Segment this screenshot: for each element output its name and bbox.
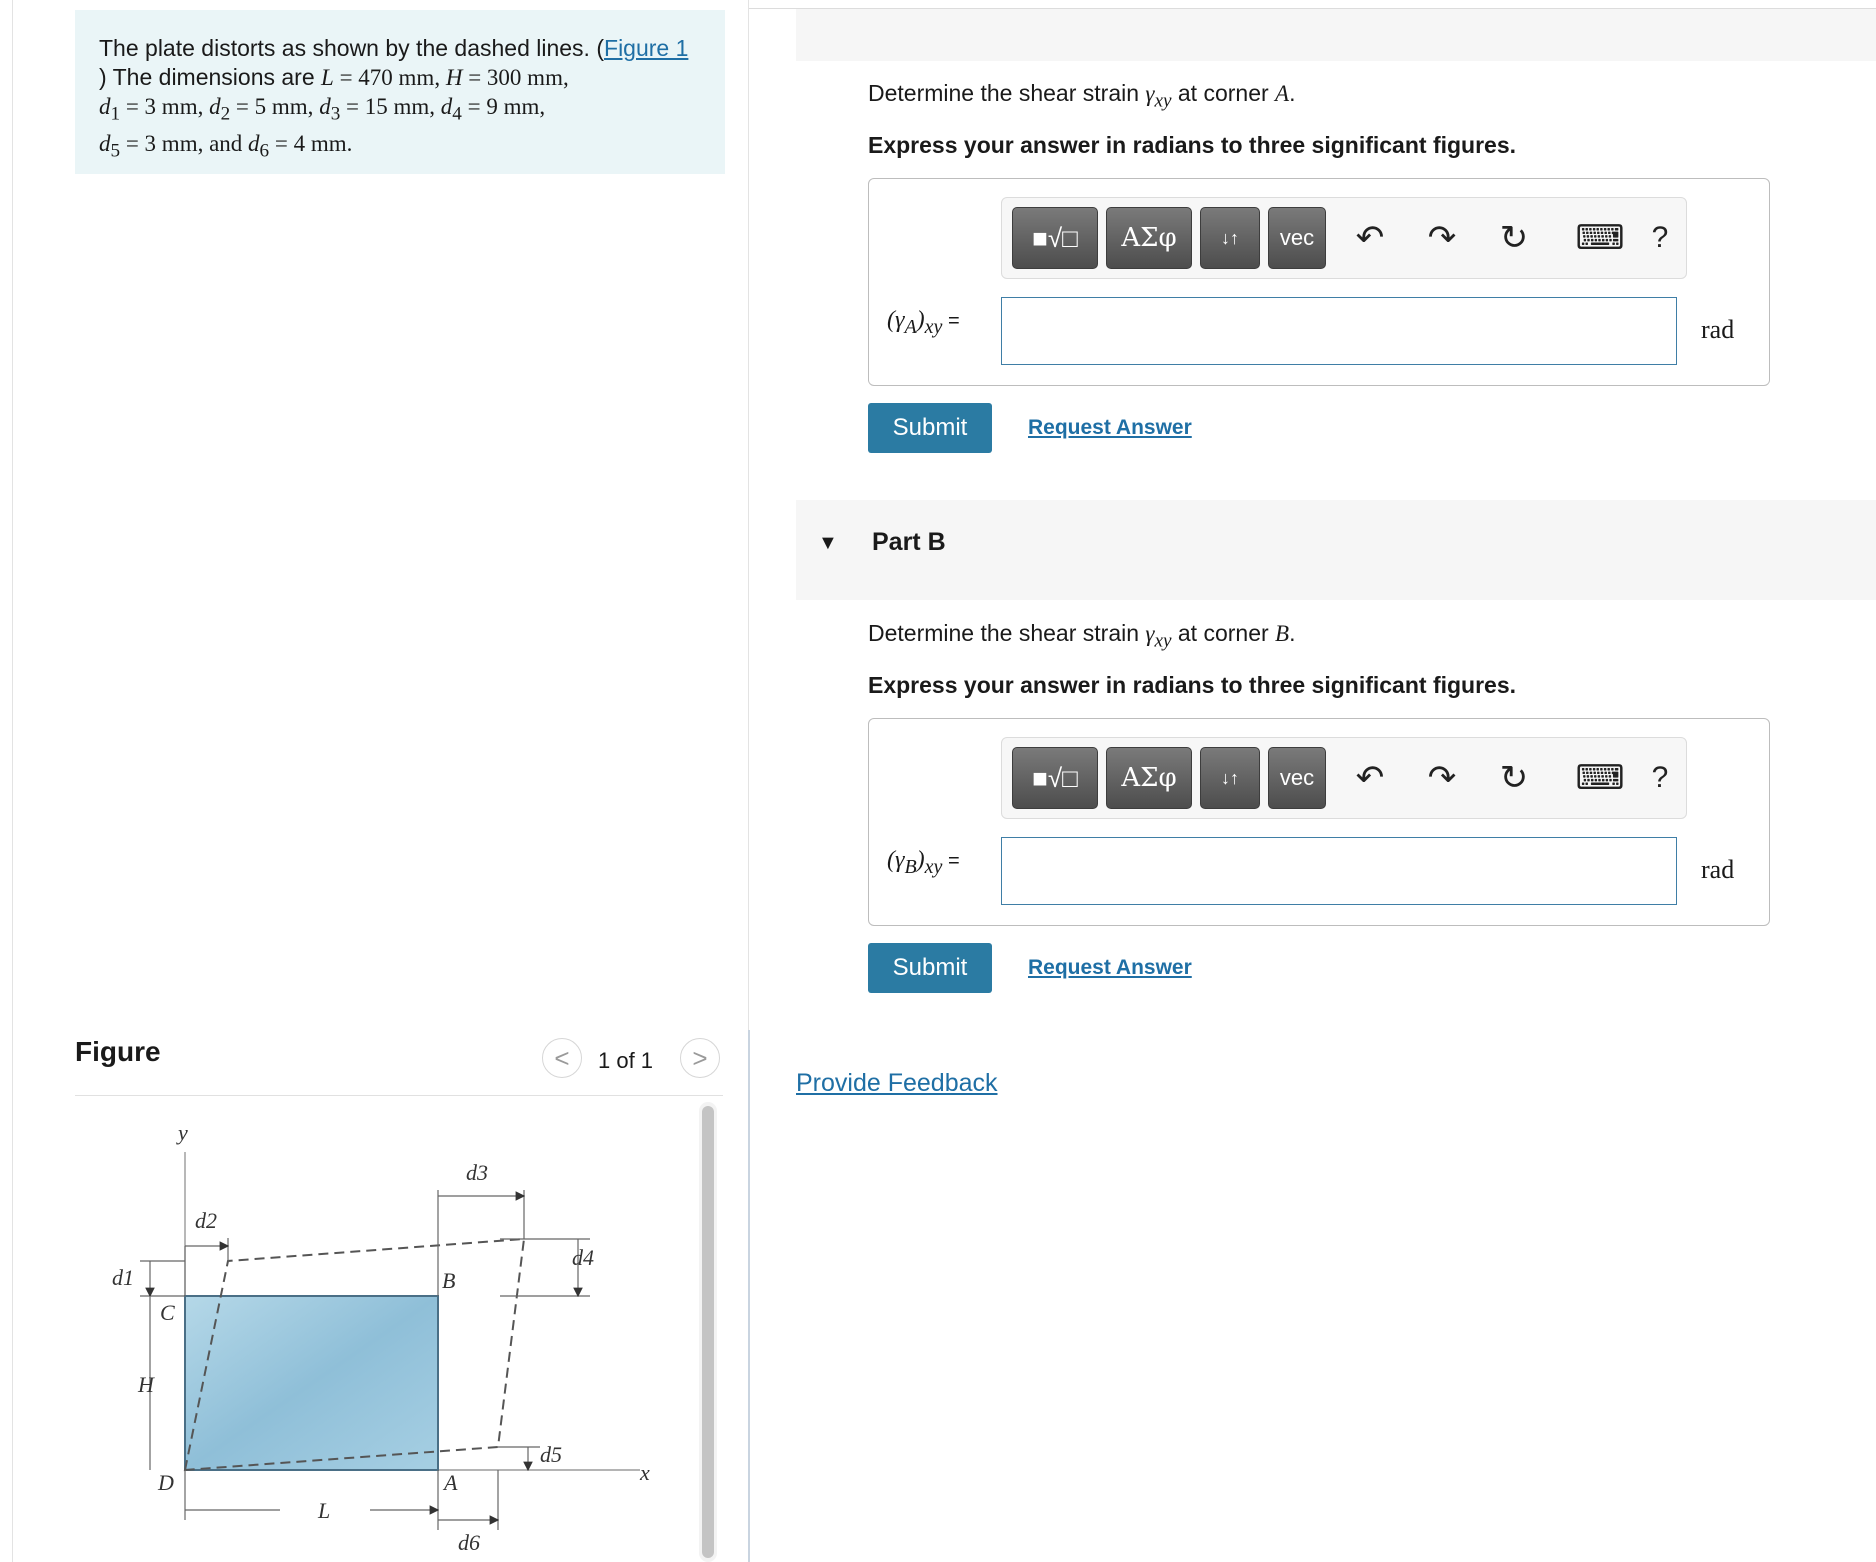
part-b-prompt: Determine the shear strain $\gamma_{xy}$ at corner B. [868, 620, 1296, 652]
chevron-right-icon: > [692, 1042, 708, 1073]
redo-icon: ↷ [1427, 219, 1457, 257]
part-a-answer-box [868, 178, 1770, 386]
label-B: B [442, 1268, 456, 1293]
greek-letters-button[interactable] [1106, 207, 1192, 269]
provide-feedback-link[interactable]: Provide Feedback [796, 1069, 998, 1097]
label-C: C [160, 1300, 175, 1325]
reset-icon: ↻ [1499, 759, 1529, 797]
part-b-submit-button[interactable]: Submit [868, 943, 992, 993]
greek-letters-icon: ΑΣφ [1121, 763, 1177, 793]
keyboard-button[interactable] [1572, 216, 1628, 260]
undo-icon: ↶ [1355, 759, 1385, 797]
redo-button[interactable] [1420, 756, 1464, 800]
label-y: y [178, 1120, 188, 1145]
templates-button[interactable] [1012, 207, 1098, 269]
label-d6: d6 [458, 1530, 480, 1555]
sort-arrows-icon: ↓↑ [1221, 767, 1239, 788]
part-b-math-toolbar [1001, 737, 1687, 819]
reset-button[interactable] [1492, 216, 1536, 260]
reset-button[interactable] [1492, 756, 1536, 800]
column-divider [748, 0, 749, 1030]
greek-letters-icon: ΑΣφ [1121, 223, 1177, 253]
part-a-variable-label: $(\gamma_A)_{xy}$ = [887, 307, 960, 338]
keyboard-icon: ⌨ [1575, 759, 1625, 797]
keyboard-icon: ⌨ [1575, 219, 1625, 257]
part-b-instruction: Express your answer in radians to three significant figures. [868, 672, 1517, 698]
figure-next-button[interactable] [680, 1038, 720, 1078]
part-b-answer-box [868, 718, 1770, 926]
help-icon: ? [1651, 221, 1669, 254]
plate-distortion-diagram [100, 1110, 680, 1560]
label-d4: d4 [572, 1245, 594, 1270]
help-icon: ? [1651, 761, 1669, 794]
problem-line-1: The plate distorts as shown by the dashed lines. (Figure 1 [99, 35, 689, 61]
reset-icon: ↻ [1499, 219, 1529, 257]
part-a-answer-input[interactable] [1001, 297, 1677, 365]
vector-icon: vec [1279, 225, 1315, 250]
arrows-button[interactable] [1200, 747, 1260, 809]
figure-link[interactable]: Figure 1 [604, 35, 689, 61]
keyboard-button[interactable] [1572, 756, 1628, 800]
column-divider-scroll [748, 1030, 750, 1562]
arrows-button[interactable] [1200, 207, 1260, 269]
part-b-answer-input[interactable] [1001, 837, 1677, 905]
part-a-math-toolbar [1001, 197, 1687, 279]
sort-arrows-icon: ↓↑ [1221, 227, 1239, 248]
label-A: A [444, 1470, 458, 1495]
label-H: H [138, 1372, 154, 1397]
part-a-request-answer-link[interactable]: Request Answer [1028, 416, 1192, 439]
part-a-prompt: Determine the shear strain $\gamma_{xy}$ at corner A. [868, 80, 1296, 112]
part-b-variable-label: $(\gamma_B)_{xy}$ = [887, 847, 960, 878]
plate [185, 1296, 438, 1470]
part-a-submit-button[interactable]: Submit [868, 403, 992, 453]
part-a-header [796, 9, 1876, 61]
part-b-unit: rad [1701, 855, 1735, 884]
templates-icon: ■√□ [1032, 762, 1078, 793]
chevron-left-icon: < [554, 1042, 570, 1073]
redo-button[interactable] [1420, 216, 1464, 260]
problem-line-4: $d_5 = 3$ mm, and $d_6 = 4$ mm. [99, 130, 353, 162]
vector-button[interactable] [1268, 747, 1326, 809]
label-d3: d3 [466, 1160, 488, 1185]
label-x: x [640, 1460, 650, 1485]
vector-button[interactable] [1268, 207, 1326, 269]
page-left-border [12, 0, 13, 1562]
problem-line-3: $d_1 = 3$ mm, $d_2 = 5$ mm, $d_3 = 15$ mm, $d_4 = 9$ mm, [99, 94, 546, 125]
figure-title: Figure [75, 1036, 161, 1067]
label-L: L [318, 1498, 331, 1523]
problem-statement [75, 10, 725, 174]
undo-icon: ↶ [1355, 219, 1385, 257]
part-b-title[interactable]: Part B [872, 528, 946, 556]
label-d1: d1 [112, 1265, 134, 1290]
undo-button[interactable] [1348, 216, 1392, 260]
greek-letters-button[interactable] [1106, 747, 1192, 809]
label-D: D [158, 1470, 174, 1495]
part-b-header[interactable] [796, 500, 1876, 600]
templates-button[interactable] [1012, 747, 1098, 809]
part-a-unit: rad [1701, 315, 1735, 344]
part-b-request-answer-link[interactable]: Request Answer [1028, 956, 1192, 979]
problem-line-2: ) The dimensions are L = 470 mm, H = 300 mm, [99, 64, 569, 90]
help-button[interactable] [1638, 756, 1682, 800]
templates-icon: ■√□ [1032, 222, 1078, 253]
figure-prev-button[interactable] [542, 1038, 582, 1078]
vector-icon: vec [1279, 765, 1315, 790]
label-d5: d5 [540, 1442, 562, 1467]
figure-scrollbar-thumb[interactable] [702, 1106, 714, 1558]
caret-down-icon[interactable]: ▼ [818, 532, 838, 554]
figure-divider [75, 1095, 723, 1096]
help-button[interactable] [1638, 216, 1682, 260]
undo-button[interactable] [1348, 756, 1392, 800]
figure-pager-count: 1 of 1 [598, 1048, 654, 1073]
label-d2: d2 [195, 1208, 217, 1233]
redo-icon: ↷ [1427, 759, 1457, 797]
part-a-instruction: Express your answer in radians to three significant figures. [868, 132, 1517, 158]
